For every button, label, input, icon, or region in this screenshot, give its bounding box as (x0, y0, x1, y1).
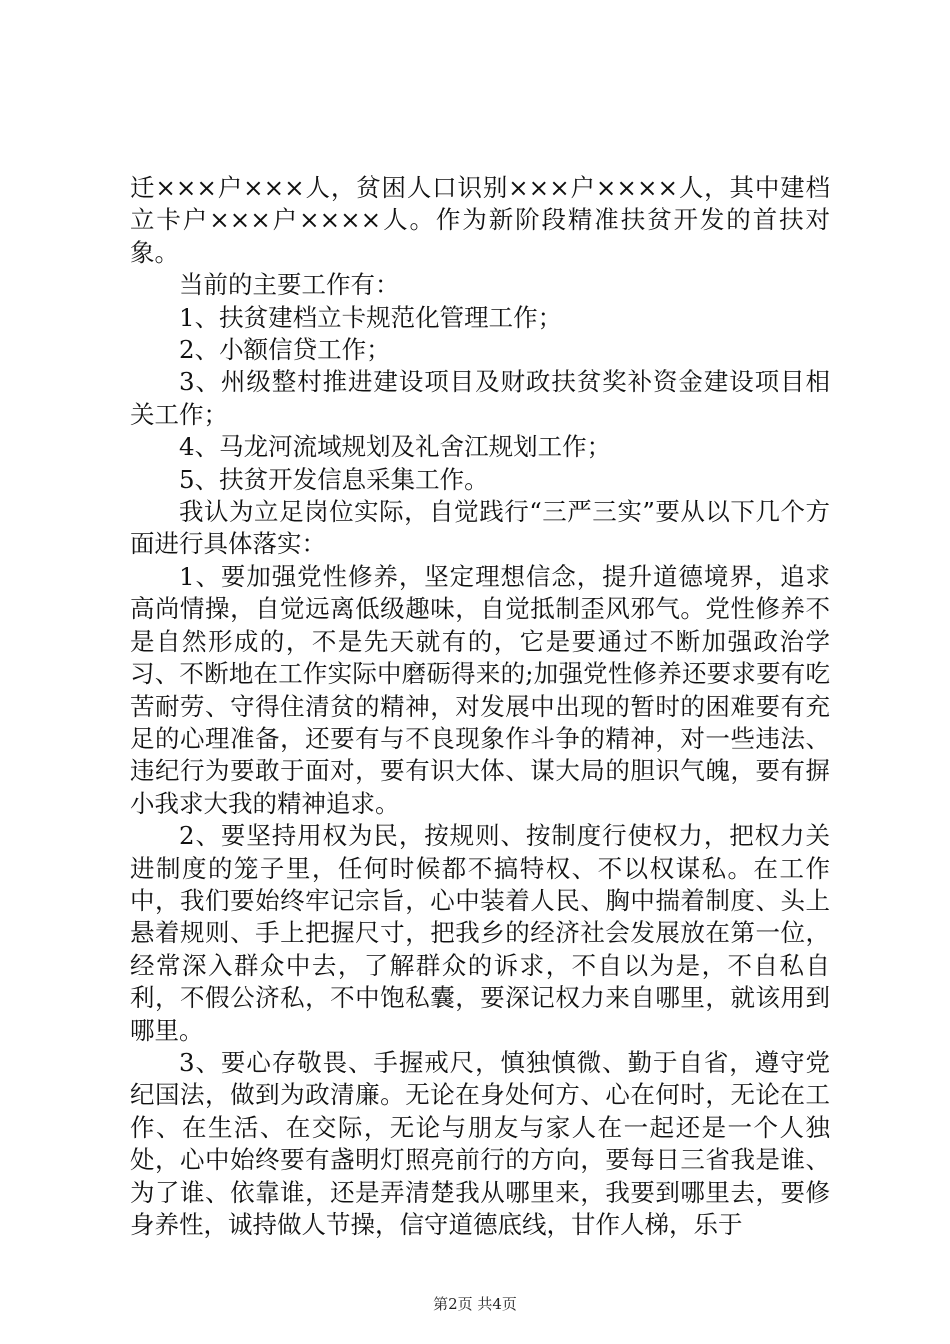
paragraph-point-2: 2、要坚持用权为民，按规则、按制度行使权力，把权力关进制度的笼子里，任何时候都不搞特权、不以权谋私。在工作中，我们要始终牢记宗旨，心中装着人民、胸中揣着制度、头上悬着规则、手上把握尺寸，把我乡的经济社会发展放在第一位，经常深入群众中去，了解群众的诉求，不自以为是，不自私自利，不假公济私，不中饱私囊，要深记权力来自哪里，就该用到哪里。 (130, 821, 830, 1045)
list-item-work-3: 3、州级整村推进建设项目及财政扶贫奖补资金建设项目相关工作； (130, 367, 830, 429)
paragraph-continuation: 迁×××户×××人，贫困人口识别×××户××××人，其中建档立卡户×××户××××人。作为新阶段精准扶贫开发的首扶对象。 (130, 173, 830, 267)
paragraph-point-3: 3、要心存敬畏、手握戒尺，慎独慎微、勤于自省，遵守党纪国法，做到为政清廉。无论在身处何方、心在何时，无论在工作、在生活、在交际，无论与朋友与家人在一起还是一个人独处，心中始终要有盏明灯照亮前行的方向，要每日三省我是谁、为了谁、依靠谁，还是弄清楚我从哪里来，我要到哪里去，要修身养性，诚持做人节操，信守道德底线，甘作人梯，乐于 (130, 1047, 830, 1239)
list-item-work-4: 4、马龙河流域规划及礼舍江规划工作； (179, 432, 612, 462)
list-item-work-5: 5、扶贫开发信息采集工作。 (179, 464, 489, 494)
page-footer: 第2页 共4页 (433, 1295, 517, 1313)
paragraph-point-1: 1、要加强党性修养，坚定理想信念，提升道德境界，追求高尚情操，自觉远离低级趣味，自觉抵制歪风邪气。党性修养不是自然形成的，不是先天就有的，它是要通过不断加强政治学习、不断地在工作实际中磨砺得来的;加强党性修养还要求要有吃苦耐劳、守得住清贫的精神，对发展中出现的暂时的困难要有充足的心理准备，还要有与不良现象作斗争的精神，对一些违法、违纪行为要敢于面对，要有识大体、谋大局的胆识气魄，要有摒小我求大我的精神追求。 (130, 561, 830, 818)
paragraph-sanyan-intro: 我认为立足岗位实际，自觉践行“三严三实”要从以下几个方面进行具体落实： (130, 497, 830, 559)
list-item-work-2: 2、小额信贷工作； (179, 335, 391, 365)
paragraph-work-intro: 当前的主要工作有： (179, 270, 400, 300)
list-item-work-1: 1、扶贫建档立卡规范化管理工作； (179, 302, 563, 332)
document-body (130, 172, 830, 1241)
